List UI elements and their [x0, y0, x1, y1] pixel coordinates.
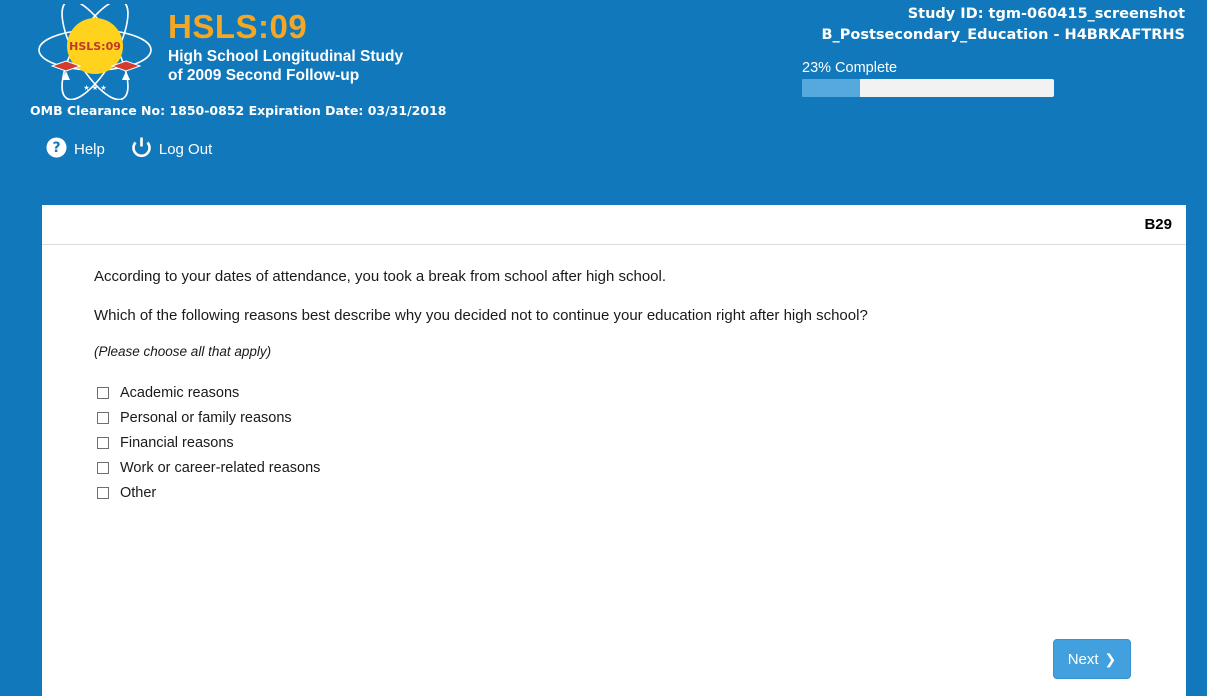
question-instruction: (Please choose all that apply): [94, 344, 272, 359]
option-label: Academic reasons: [120, 385, 240, 401]
study-info: [765, 4, 1185, 47]
question-code: B29: [1144, 216, 1172, 233]
power-icon: [131, 137, 152, 162]
logo-subtitle-line1: High School Longitudinal Study: [168, 48, 404, 65]
help-link[interactable]: [46, 137, 105, 162]
option-academic-reasons[interactable]: [94, 385, 1186, 401]
progress-bar: [802, 79, 1054, 97]
utility-links: [46, 137, 212, 162]
option-label: Personal or family reasons: [120, 410, 292, 426]
checkbox-group: [94, 385, 1186, 501]
progress-bar-fill: [802, 79, 860, 97]
option-work-or-career-related-reasons[interactable]: [94, 460, 1186, 476]
help-label: Help: [74, 141, 105, 158]
question-card-header: [42, 205, 1186, 245]
svg-text:HSLS:09: HSLS:09: [69, 40, 121, 53]
question-stem-line1: According to your dates of attendance, you took a break from school after high school.: [94, 268, 666, 285]
option-label: Financial reasons: [120, 435, 234, 451]
question-mark-icon: [46, 137, 67, 162]
option-label: Other: [120, 485, 157, 501]
option-label: Work or career-related reasons: [120, 460, 321, 476]
page-header: [0, 0, 1207, 180]
study-id-line1: Study ID: tgm-060415_screenshot: [907, 6, 1185, 22]
logo-title: HSLS:09: [168, 8, 308, 45]
checkbox-icon[interactable]: [97, 462, 109, 474]
svg-text:?: ?: [52, 140, 61, 156]
question-card: [42, 205, 1186, 696]
checkbox-icon[interactable]: [97, 437, 109, 449]
chevron-right-icon: ❯: [1104, 650, 1117, 667]
logout-link[interactable]: [131, 137, 212, 162]
checkbox-icon[interactable]: [97, 387, 109, 399]
option-other[interactable]: [94, 485, 1186, 501]
study-id-line2: B_Postsecondary_Education - H4BRKAFTRHS: [821, 27, 1185, 44]
atom-logo-icon: [30, 4, 160, 100]
question-card-body: [42, 245, 1186, 501]
next-button-label: Next: [1067, 650, 1099, 668]
question-stem-line2: Which of the following reasons best describe why you decided not to continue your education right after high school?: [94, 306, 868, 324]
progress-section: [802, 60, 1054, 97]
hsls-logo: [30, 4, 403, 100]
logo-subtitle-line2: of 2009 Second Follow-up: [168, 66, 360, 84]
option-personal-or-family-reasons[interactable]: [94, 410, 1186, 426]
checkbox-icon[interactable]: [97, 487, 109, 499]
progress-label: 23% Complete: [802, 60, 898, 76]
checkbox-icon[interactable]: [97, 412, 109, 424]
omb-clearance-text: OMB Clearance No: 1850-0852 Expiration Date: 03/31/2018: [30, 103, 447, 118]
svg-text:★ ★ ★: ★ ★ ★: [83, 84, 107, 92]
logout-label: Log Out: [158, 141, 213, 158]
option-financial-reasons[interactable]: [94, 435, 1186, 451]
next-button[interactable]: [1053, 639, 1131, 679]
